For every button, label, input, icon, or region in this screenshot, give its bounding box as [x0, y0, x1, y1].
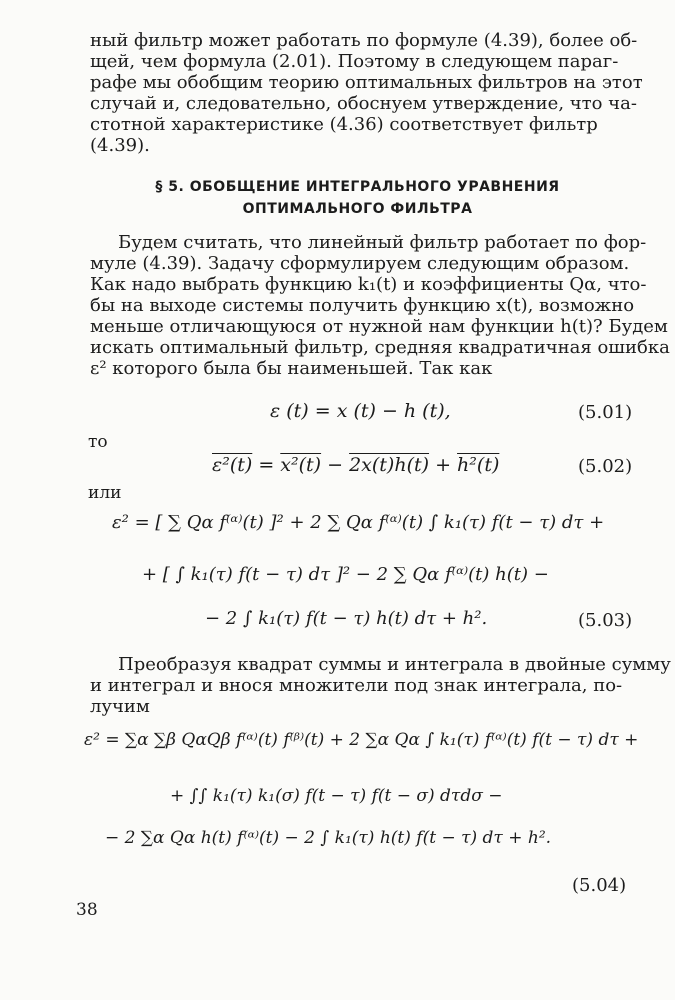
word-or: или	[88, 483, 122, 503]
text-line: Как надо выбрать функцию k₁(t) и коэффициенты Qα, что-	[90, 274, 647, 295]
text-line: искать оптимальный фильтр, средняя квадратичная ошибка	[90, 337, 670, 358]
text-line: и интеграл и внося множители под знак интеграла, по-	[90, 675, 623, 696]
heading-line-2: ОПТИМАЛЬНОГО ФИЛЬТРА	[242, 201, 473, 217]
text-line: Будем считать, что линейный фильтр работает по фор-	[118, 232, 647, 253]
page-number: 38	[76, 900, 98, 920]
top-paragraph	[90, 30, 643, 156]
equation-number: (5.04)	[572, 875, 627, 896]
equation-5-01: ε (t) = x (t) − h (t),	[270, 400, 451, 422]
equation-number: (5.01)	[578, 402, 633, 423]
section-heading	[90, 176, 625, 220]
equation-number: (5.02)	[578, 456, 633, 477]
text-line: (4.39).	[90, 135, 150, 156]
equation-5-04-line-2: + ∫∫ k₁(τ) k₁(σ) f(t − τ) f(t − σ) dτdσ −	[170, 786, 503, 806]
word-to: то	[88, 432, 108, 452]
equation-number: (5.03)	[578, 610, 633, 631]
text-line: стотной характеристике (4.36) соответствует фильтр	[90, 114, 598, 135]
text-line: ε² которого была бы наименьшей. Так как	[90, 358, 493, 379]
equation-5-04-line-3: − 2 ∑α Qα h(t) f⁽ᵅ⁾(t) − 2 ∫ k₁(τ) h(t) f(t − τ) dτ + h².	[105, 828, 552, 848]
transform-paragraph	[90, 654, 671, 717]
equation-5-02: ε²(t) = x²(t) − 2x(t)h(t) + h²(t)	[212, 454, 500, 476]
text-line: щей, чем формула (2.01). Поэтому в следующем параг-	[90, 51, 619, 72]
intro-paragraph	[90, 232, 670, 379]
equation-5-04-line-1: ε² = ∑α ∑β QαQβ f⁽ᵅ⁾(t) f⁽ᵝ⁾(t) + 2 ∑α Qα ∫ k₁(τ) f⁽ᵅ⁾(t) f(t − τ) dτ +	[84, 730, 639, 750]
text-line: рафе мы обобщим теорию оптимальных фильтров на этот	[90, 72, 643, 93]
text-line: меньше отличающуюся от нужной нам функции h(t)? Будем	[90, 316, 668, 337]
equation-5-03-line-2: + [ ∫ k₁(τ) f(t − τ) dτ ]² − 2 ∑ Qα f⁽ᵅ⁾(t) h(t) −	[142, 564, 549, 585]
text-line: муле (4.39). Задачу сформулируем следующим образом.	[90, 253, 630, 274]
text-line: Преобразуя квадрат суммы и интеграла в двойные сумму	[118, 654, 671, 675]
equation-5-03-line-1: ε² = [ ∑ Qα f⁽ᵅ⁾(t) ]² + 2 ∑ Qα f⁽ᵅ⁾(t) ∫ k₁(τ) f(t − τ) dτ +	[112, 512, 605, 533]
text-line: лучим	[90, 696, 150, 717]
heading-line-1: § 5. ОБОБЩЕНИЕ ИНТЕГРАЛЬНОГО УРАВНЕНИЯ	[155, 179, 560, 195]
text-line: случай и, следовательно, обоснуем утверждение, что ча-	[90, 93, 637, 114]
text-line: бы на выходе системы получить функцию x(t), возможно	[90, 295, 635, 316]
equation-5-03-line-3: − 2 ∫ k₁(τ) f(t − τ) h(t) dτ + h².	[205, 608, 488, 629]
text-line: ный фильтр может работать по формуле (4.39), более об-	[90, 30, 638, 51]
